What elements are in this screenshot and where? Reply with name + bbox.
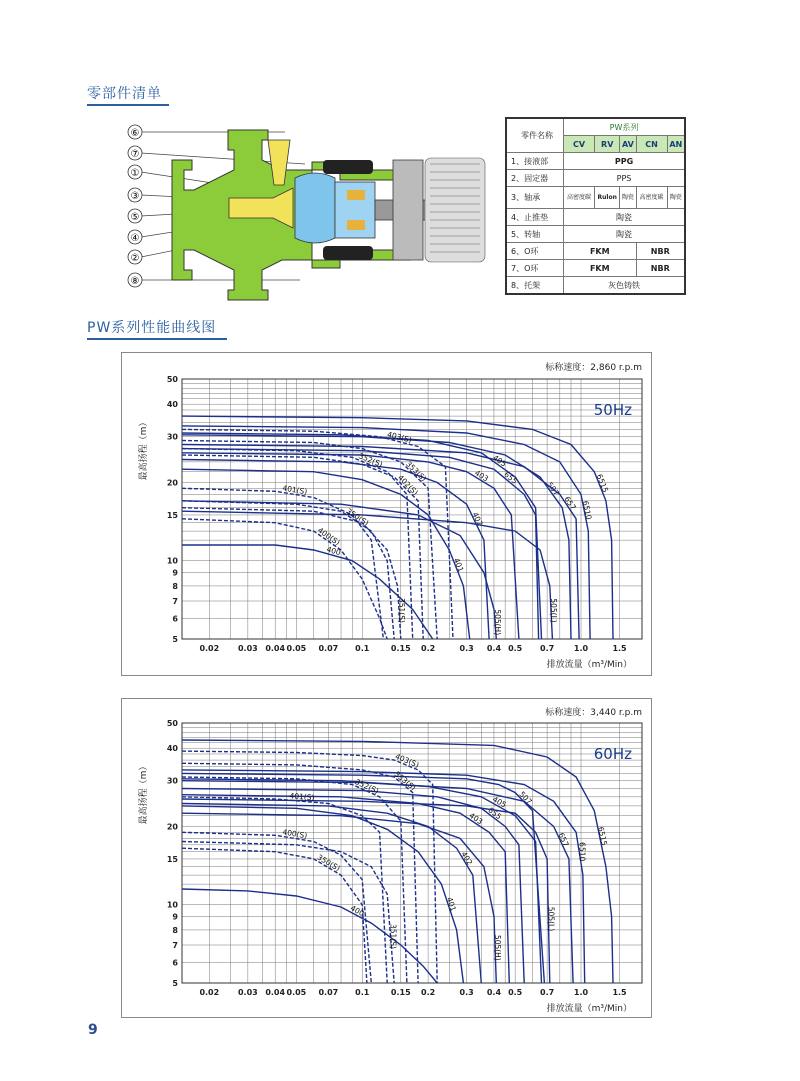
series-label: 505(L) — [546, 906, 556, 932]
x-tick-label: 0.05 — [286, 644, 307, 653]
part-cell: 陶瓷 — [564, 209, 686, 226]
callout-label: ① — [130, 168, 140, 179]
callout-label: ② — [130, 253, 140, 264]
x-tick-label: 0.05 — [286, 988, 307, 997]
chart-60hz-frame — [121, 698, 652, 1018]
series-label: 505(H) — [493, 609, 503, 636]
part-cell: Rulon — [595, 187, 620, 209]
series-label: 400(S) — [315, 525, 342, 548]
x-tick-label: 0.07 — [318, 988, 339, 997]
series-label: 400(S) — [281, 827, 308, 841]
parts-table-header-series: PW系列 — [564, 118, 686, 136]
series-curve-400(S) — [182, 519, 387, 639]
series-label: 351(S) — [397, 597, 407, 623]
series-label: 400 — [348, 903, 366, 919]
curves — [182, 740, 613, 983]
part-cell: NBR — [636, 260, 685, 277]
series-cell: AN — [667, 136, 685, 153]
x-tick-label: 0.2 — [421, 988, 436, 997]
series-curve-400 — [182, 889, 437, 983]
y-tick-label: 5 — [172, 635, 178, 644]
part-cell: 高密度碳 — [636, 187, 667, 209]
x-tick-label: 0.5 — [508, 644, 523, 653]
part-name: 6、O环 — [506, 243, 564, 260]
y-tick-label: 8 — [172, 925, 178, 935]
x-tick-label: 0.7 — [540, 644, 555, 653]
curves — [182, 416, 613, 639]
frequency-label: 60Hz — [593, 745, 632, 763]
series-curve-403(S) — [182, 751, 437, 983]
speed-label: 标称速度：3,440 r.p.m — [545, 708, 642, 718]
y-tick-label: 15 — [166, 854, 178, 864]
x-tick-label: 0.02 — [199, 644, 220, 653]
part-cell: NBR — [636, 243, 685, 260]
callout-label: ⑥ — [130, 128, 140, 139]
x-tick-label: 0.3 — [459, 644, 474, 653]
y-tick-label: 40 — [166, 400, 178, 410]
performance-curve-title: PW系列性能曲线图 — [87, 317, 216, 337]
part-name: 2、固定器 — [506, 170, 564, 187]
callout-label: ⑦ — [130, 149, 140, 160]
part-name: 3、轴承 — [506, 187, 564, 209]
series-label: 401(S) — [289, 791, 315, 803]
y-tick-label: 5 — [172, 979, 178, 988]
x-tick-label: 0.1 — [355, 644, 370, 653]
series-label: 505(H) — [493, 934, 503, 961]
parts-list-title: 零部件清单 — [87, 83, 162, 103]
callout-label: ④ — [130, 233, 140, 244]
series-label: 6515 — [596, 825, 609, 847]
x-tick-label: 0.03 — [237, 644, 258, 653]
chart-60hz — [122, 699, 651, 1017]
chart-50hz — [122, 353, 651, 675]
series-label: 402 — [459, 849, 475, 867]
callout-label: ③ — [130, 191, 140, 202]
y-tick-label: 7 — [172, 941, 178, 951]
series-label: 403 — [473, 468, 491, 484]
part-cell: FKM — [564, 260, 637, 277]
series-label: 6510 — [577, 842, 587, 862]
series-label: 403(S) — [393, 751, 421, 770]
callout-label: ⑧ — [130, 276, 140, 287]
pump-cross-section-diagram — [125, 120, 495, 310]
part-cell: PPS — [564, 170, 686, 187]
x-tick-label: 0.15 — [390, 644, 411, 653]
part-cell: 陶瓷 — [564, 226, 686, 243]
x-tick-label: 0.3 — [459, 988, 474, 997]
parts-table — [505, 117, 686, 295]
x-tick-label: 0.15 — [390, 988, 411, 997]
x-tick-label: 1.5 — [612, 644, 627, 653]
series-label: 405 — [490, 794, 508, 810]
series-cell: CV — [564, 136, 595, 153]
series-label: 351(S) — [388, 924, 398, 949]
part-cell: PPG — [564, 153, 686, 170]
part-name: 7、O环 — [506, 260, 564, 277]
y-tick-label: 20 — [166, 822, 178, 832]
series-label: 402 — [470, 510, 485, 528]
series-label: 401 — [451, 556, 466, 574]
series-cell: RV — [595, 136, 620, 153]
y-tick-label: 9 — [172, 568, 178, 578]
series-label: 403(S) — [386, 429, 413, 445]
series-label: 350(S) — [344, 506, 371, 528]
series-curve-657 — [182, 781, 573, 983]
y-tick-label: 15 — [166, 510, 178, 520]
x-axis-label: 排放流量（m³/Min） — [546, 660, 632, 670]
series-label: 350(S) — [315, 852, 342, 874]
x-tick-label: 0.07 — [318, 644, 339, 653]
series-label: 401 — [444, 896, 458, 913]
y-tick-label: 50 — [166, 719, 178, 728]
y-tick-label: 10 — [166, 900, 178, 910]
part-cell: 灰色铸铁 — [564, 277, 686, 295]
x-tick-label: 0.02 — [199, 988, 220, 997]
x-tick-label: 0.1 — [355, 988, 370, 997]
y-tick-label: 9 — [172, 912, 178, 922]
series-label: 505(L) — [549, 598, 559, 623]
y-tick-label: 30 — [166, 432, 178, 442]
series-label: 655 — [502, 469, 520, 486]
x-tick-label: 0.04 — [265, 988, 286, 997]
series-label: 507 — [517, 789, 534, 807]
y-tick-label: 50 — [166, 375, 178, 384]
series-label: 403 — [467, 810, 485, 827]
frequency-label: 50Hz — [593, 401, 632, 419]
callout-label: ⑤ — [130, 212, 140, 223]
series-label: 352(S) — [353, 777, 381, 796]
series-label: 657 — [556, 831, 571, 849]
y-tick-label: 7 — [172, 597, 178, 607]
series-cell: CN — [636, 136, 667, 153]
part-name: 5、转轴 — [506, 226, 564, 243]
series-curve-400 — [182, 545, 433, 639]
x-tick-label: 1.0 — [573, 988, 589, 997]
part-cell: 高密度碳 — [564, 187, 595, 209]
series-label: 401(S) — [281, 483, 308, 497]
x-tick-label: 0.4 — [486, 988, 502, 997]
series-curve-657 — [182, 445, 579, 640]
y-axis-label: 最高扬程（m） — [139, 417, 149, 481]
series-label: 507 — [545, 480, 561, 498]
part-name: 4、止推垫 — [506, 209, 564, 226]
series-label: 402(S) — [395, 473, 420, 498]
y-tick-label: 10 — [166, 556, 178, 566]
y-tick-label: 8 — [172, 581, 178, 591]
x-tick-label: 1.5 — [612, 988, 627, 997]
series-label: 657 — [562, 494, 578, 512]
part-name: 8、托架 — [506, 277, 564, 295]
series-label: 6510 — [580, 499, 594, 521]
x-tick-label: 0.7 — [540, 988, 555, 997]
y-tick-label: 20 — [166, 478, 178, 488]
y-axis-label: 最高扬程（m） — [139, 761, 149, 825]
series-label: 353(S) — [392, 769, 418, 793]
y-tick-label: 40 — [166, 744, 178, 754]
part-cell: 陶瓷 — [667, 187, 685, 209]
chart-50hz-frame — [121, 352, 652, 676]
series-label: 352(S) — [357, 451, 384, 470]
part-cell: FKM — [564, 243, 637, 260]
part-name: 1、接液部 — [506, 153, 564, 170]
x-tick-label: 0.03 — [237, 988, 258, 997]
speed-label: 标称速度：2,860 r.p.m — [545, 363, 642, 373]
series-cell: AV — [620, 136, 636, 153]
series-curve-351(S) — [182, 508, 401, 639]
series-curve-403 — [182, 453, 519, 639]
x-tick-label: 0.2 — [421, 644, 436, 653]
x-tick-label: 1.0 — [573, 644, 589, 653]
x-tick-label: 0.4 — [486, 644, 502, 653]
series-label: 405 — [491, 453, 509, 469]
x-tick-label: 0.04 — [265, 644, 286, 653]
series-label: 353(S) — [404, 459, 429, 484]
parts-table-header-name: 零件名称 — [506, 118, 564, 153]
y-tick-label: 6 — [172, 958, 178, 968]
y-tick-label: 6 — [172, 614, 178, 624]
part-cell: 陶瓷 — [620, 187, 636, 209]
page-number: 9 — [88, 1022, 98, 1038]
x-tick-label: 0.5 — [508, 988, 523, 997]
series-label: 6515 — [594, 472, 611, 494]
x-axis-label: 排放流量（m³/Min） — [546, 1004, 632, 1014]
series-label: 655 — [486, 805, 504, 822]
y-tick-label: 30 — [166, 776, 178, 786]
series-label: 400 — [325, 544, 342, 558]
